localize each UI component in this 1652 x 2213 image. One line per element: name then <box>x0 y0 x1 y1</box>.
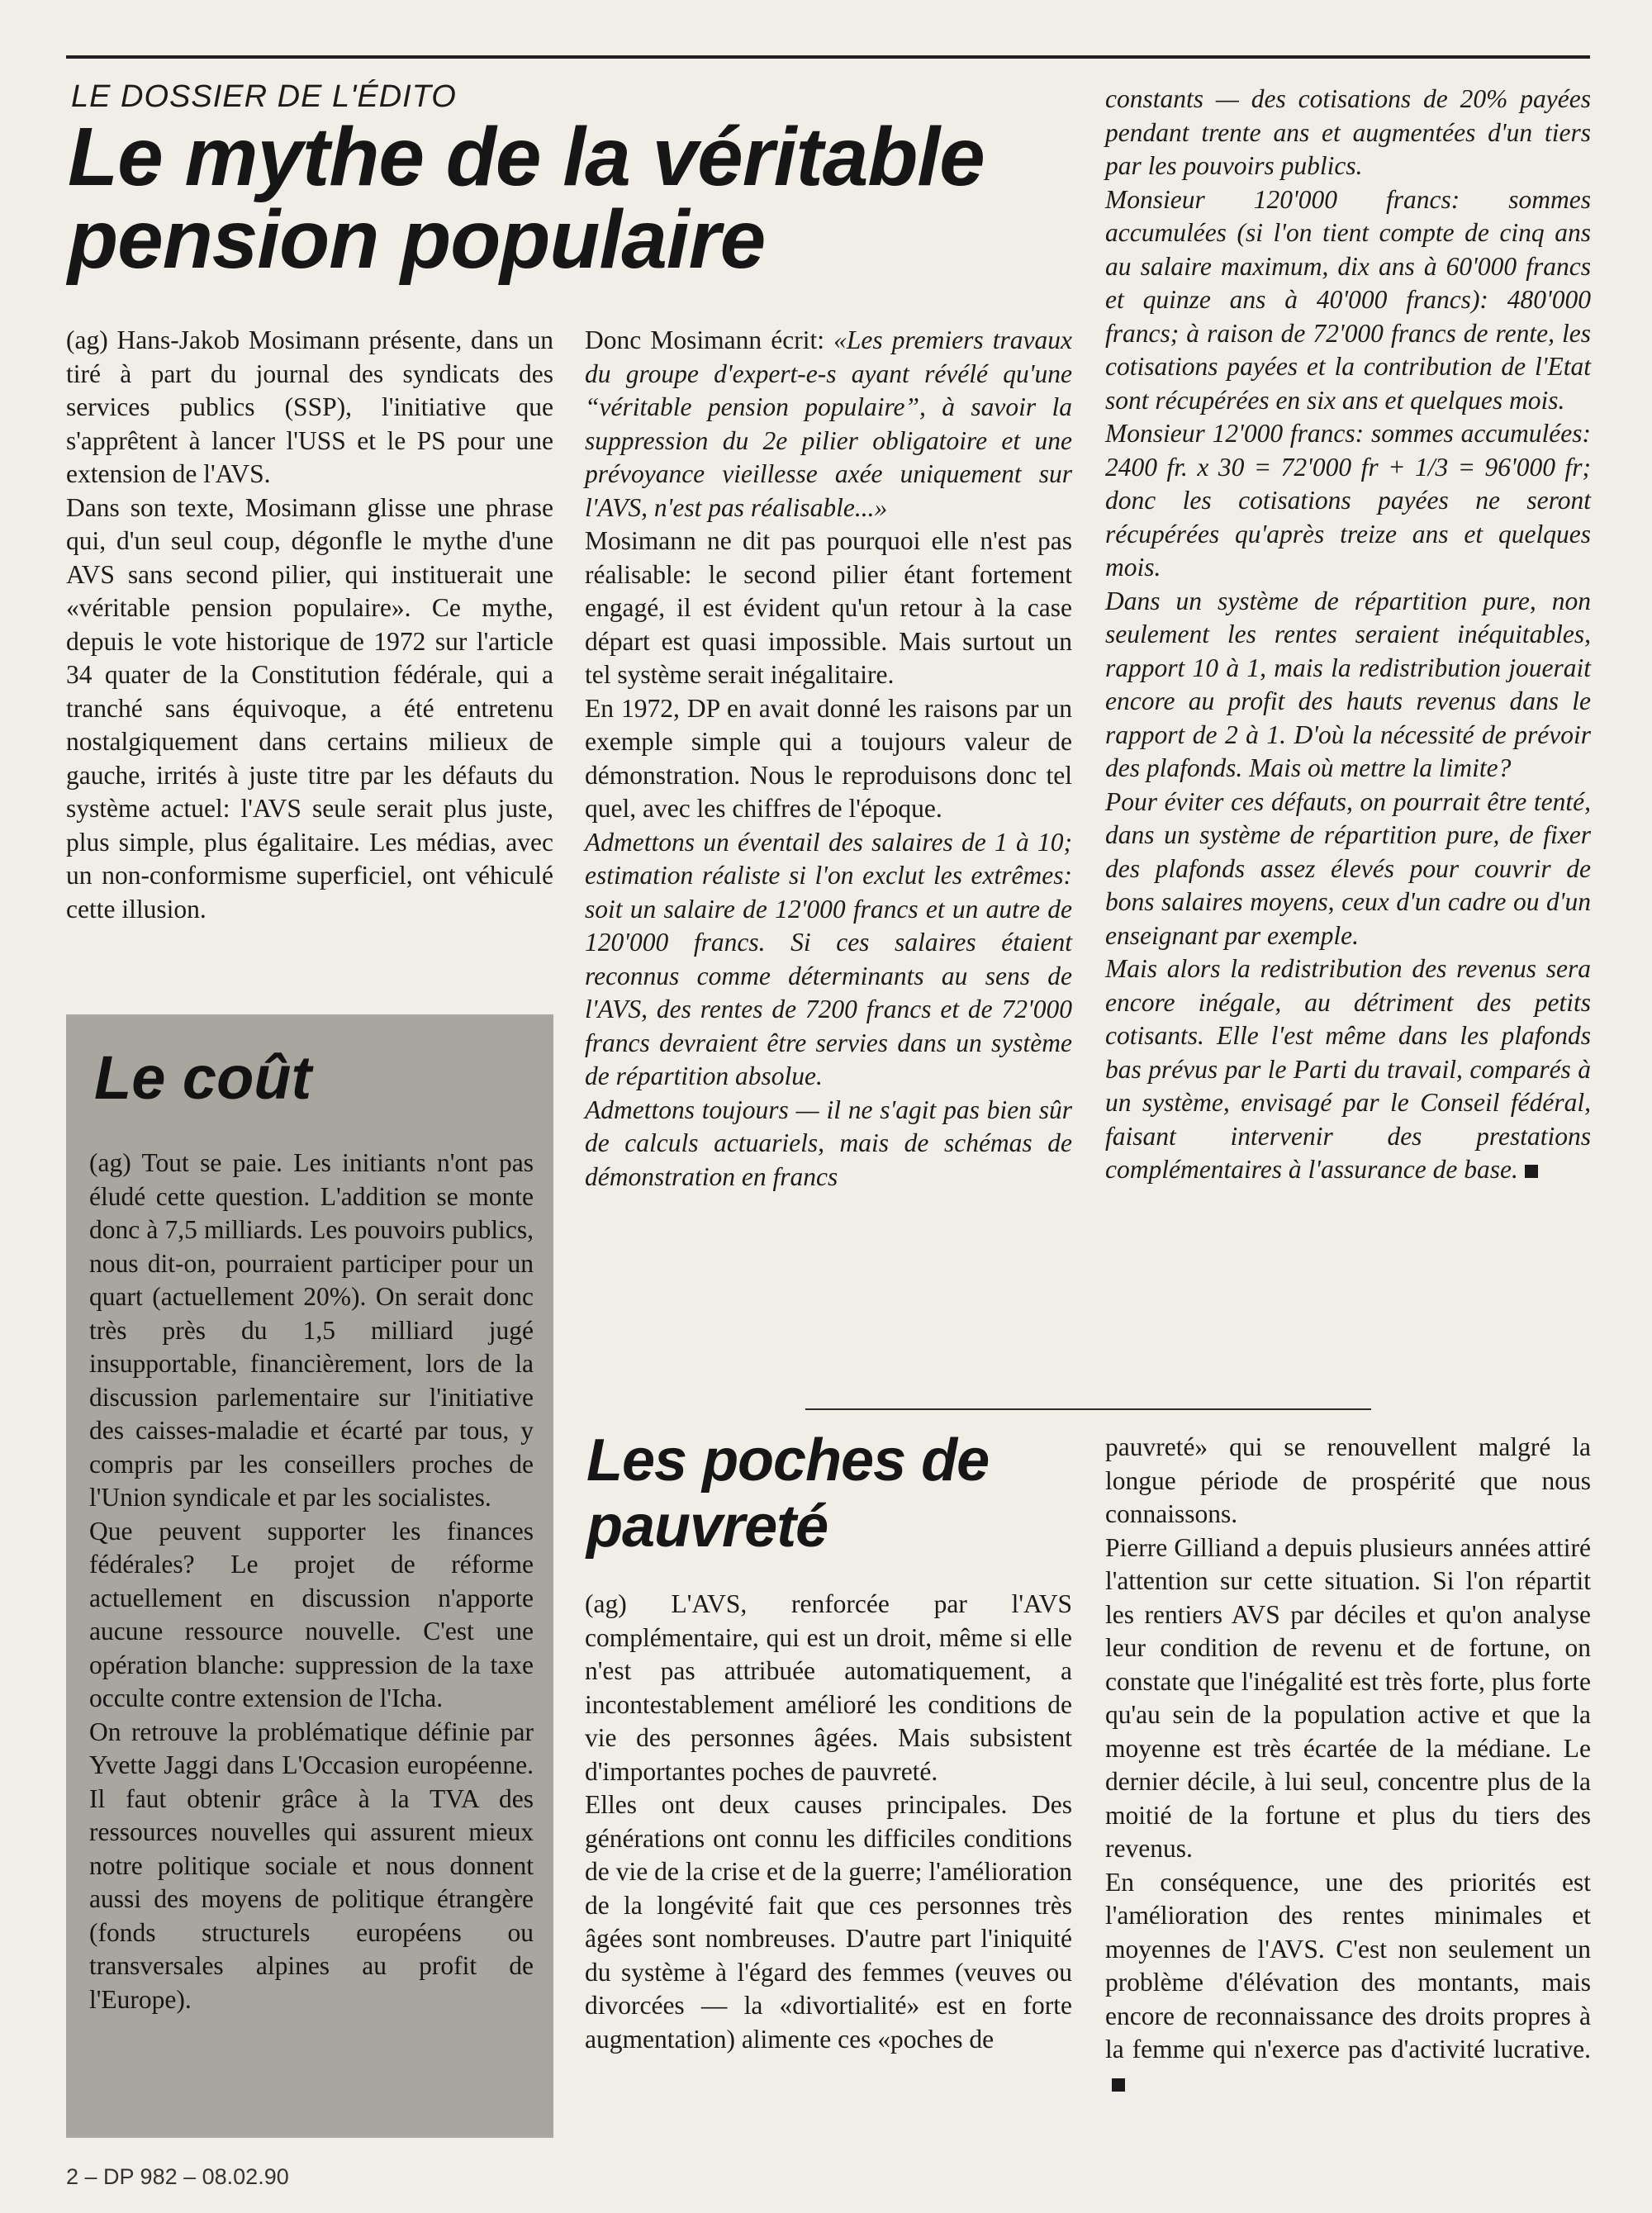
paragraph: On retrouve la problématique définie par Yvette Jaggi dans L'Occasion européenne. Il faut obtenir grâce à la TVA des ressources nouvelles qui assurent mieux notre politique sociale et nous donnent aussi des moyens de politique étrangère (fonds structurels européens ou transversales alpines au profit de l'Europe). <box>89 1717 534 2014</box>
paragraph: (ag) Hans-Jakob Mosimann présente, dans un tiré à part du journal des syndicats des services publics (SSP), l'initiative que s'apprêtent à lancer l'USS et le PS pour une extension de l'AVS. <box>66 325 553 488</box>
article1-column-1 <box>66 324 553 926</box>
article2-column-1 <box>585 1588 1072 2056</box>
article2-title: Les poches de pauvreté <box>586 1427 990 1560</box>
paragraph: Pierre Gilliand a depuis plusieurs années attiré l'attention sur cette situation. Si l'on répartit les rentiers AVS par déciles et qu'on analyse leur condition de revenu et de fortune, on constate que l'inégalité est très forte, plus forte qu'au sein de la population active et que la moyenne est très écartée de la médiane. Le dernier décile, à lui seul, concentre plus de la moitié de la fortune et plus du tiers des revenus. <box>1105 1532 1591 1863</box>
article1-column-2 <box>585 324 1072 1194</box>
sidebar-title: Le coût <box>94 1043 312 1112</box>
paragraph-italic: Admettons toujours — il ne s'agit pas bien sûr de calculs actuariels, mais de schémas de démonstration en francs <box>585 1095 1072 1191</box>
paragraph-italic: Dans un système de répartition pure, non seulement les rentes seraient inéquitables, rapport 10 à 1, mais la redistribution jouerait encore au profit des hauts revenus dans le rapport de 2 à 1. D'où la nécessité de prévoir des plafonds. Mais où mettre la limite? <box>1105 586 1591 782</box>
paragraph-italic: Monsieur 12'000 francs: sommes accumulées: 2400 fr. x 30 = 72'000 fr + 1/3 = 96'000 fr; donc les cotisations payées ne seront récupérées qu'après treize ans et quelques mois. <box>1105 419 1591 582</box>
paragraph-italic: Monsieur 120'000 francs: sommes accumulées (si l'on tient compte de cinq ans au salaire maximum, dix ans à 60'000 francs et quinze ans à 40'000 francs): 480'000 francs; à raison de 72'000 francs de rente, les cotisations payées et la contribution de l'Etat sont récupérées en six ans et quelques mois. <box>1105 184 1591 415</box>
paragraph-text: En conséquence, une des priorités est l'amélioration des rentes minimales et moyennes de l'AVS. C'est non seulement un problème d'élévation des montants, mais encore de reconnaissance des droits propres à la femme qui n'exerce pas d'activité lucrative. <box>1105 1867 1591 2063</box>
paragraph-italic: Admettons un éventail des salaires de 1 à 10; estimation réaliste si l'on exclut les extrêmes: soit un salaire de 12'000 francs et un autre de 120'000 francs. Si ces salaires étaient reconnus comme déterminants au sens de l'AVS, des rentes de 7200 francs et de 72'000 francs devraient être servies dans un système de répartition absolue. <box>585 827 1072 1090</box>
article2-column-2 <box>1105 1431 1591 2100</box>
paragraph: Dans son texte, Mosimann glisse une phrase qui, d'un seul coup, dégonfle le mythe d'une AVS sans second pilier, qui instituerait une «véritable pension populaire». Ce mythe, depuis le vote historique de 1972 sur l'article 34 quater de la Constitution fédérale, qui a tranché sans équivoque, a été entretenu nostalgiquement dans certains milieux de gauche, irrités à juste titre par les défauts du système actuel: l'AVS seule serait plus juste, plus simple, plus égalitaire. Les médias, avec un non-conformisme superficiel, ont véhiculé cette illusion. <box>66 492 553 924</box>
section-label: LE DOSSIER DE L'ÉDITO <box>71 79 457 114</box>
paragraph: Que peuvent supporter les finances fédérales? Le projet de réforme actuellement en discussion n'apporte aucune ressource nouvelle. C'est une opération blanche: suppression de la taxe occulte contre extension de l'Icha. <box>89 1516 534 1712</box>
paragraph: En 1972, DP en avait donné les raisons par un exemple simple qui a toujours valeur de démonstration. Nous le reproduisons donc tel quel, avec les chiffres de l'époque. <box>585 693 1072 823</box>
sidebar-box <box>66 1014 553 2138</box>
paragraph-italic <box>1105 952 1591 1187</box>
article1-column-3 <box>1105 83 1591 1187</box>
paragraph: (ag) Tout se paie. Les initiants n'ont pas éludé cette question. L'addition se monte donc à 7,5 milliards. Les pouvoirs publics, nous dit-on, pourraient participer pour un quart (actuellement 20%). On serait donc très près du 1,5 milliard jugé insupportable, financièrement, lors de la discussion parlementaire sur l'initiative des caisses-maladie et écarté par tous, y compris par les conseillers proches de l'Union syndicale et par les socialistes. <box>89 1148 534 1512</box>
paragraph <box>585 324 1072 525</box>
paragraph: Elles ont deux causes principales. Des générations ont connu les difficiles conditions de vie de la crise et de la guerre; l'amélioration de la longévité fait que ces personnes très âgées sont nombreuses. D'autre part l'iniquité du système à l'égard des femmes (veuves ou divorcées — la «divortialité» est en forte augmentation) alimente ces «poches de <box>585 1790 1072 2054</box>
quote-intro: Donc Mosimann écrit: <box>585 325 834 354</box>
quote: «Les premiers travaux du groupe d'expert-e-s ayant révélé qu'une “véritable pension populaire”, à savoir la suppression du 2e pilier obligatoire et une prévoyance vieillesse axée uniquement sur l'AVS, n'est pas réalisable...» <box>585 325 1072 522</box>
paragraph: pauvreté» qui se renouvellent malgré la longue période de prospérité que nous connaissons. <box>1105 1432 1591 1528</box>
paragraph <box>1105 1866 1591 2101</box>
paragraph-text: Mais alors la redistribution des revenus sera encore inégale, au détriment des petits cotisants. Elle l'est même dans les plafonds bas prévus par le Parti du travail, comparés à un système, envisagé par le Conseil fédéral, faisant intervenir des prestations complémentaires à l'assurance de base. <box>1105 954 1591 1184</box>
section-rule <box>805 1408 1371 1410</box>
page-footer: 2 – DP 982 – 08.02.90 <box>66 2164 289 2189</box>
paragraph-italic: Pour éviter ces défauts, on pourrait être tenté, dans un système de répartition pure, de fixer des plafonds assez élevés pour couvrir de bons salaires moyens, ceux d'un cadre ou d'un enseignant par exemple. <box>1105 786 1591 950</box>
top-rule <box>66 55 1590 59</box>
article-title: Le mythe de la véritable pension populaire <box>68 111 985 286</box>
sidebar-text <box>89 1147 534 2016</box>
paragraph: Mosimann ne dit pas pourquoi elle n'est pas réalisable: le second pilier étant fortement engagé, il est évident qu'un retour à la case départ est quasi impossible. Mais surtout un tel système serait inégalitaire. <box>585 526 1072 689</box>
end-mark-icon <box>1525 1165 1538 1178</box>
paragraph: (ag) L'AVS, renforcée par l'AVS complémentaire, qui est un droit, même si elle n'est pas attribuée automatiquement, a incontestablement amélioré les conditions de vie des personnes âgées. Mais subsistent d'importantes poches de pauvreté. <box>585 1589 1072 1786</box>
paragraph-italic: constants — des cotisations de 20% payées pendant trente ans et augmentées d'un tiers par les pouvoirs publics. <box>1105 84 1591 180</box>
end-mark-icon <box>1112 2078 1125 2092</box>
